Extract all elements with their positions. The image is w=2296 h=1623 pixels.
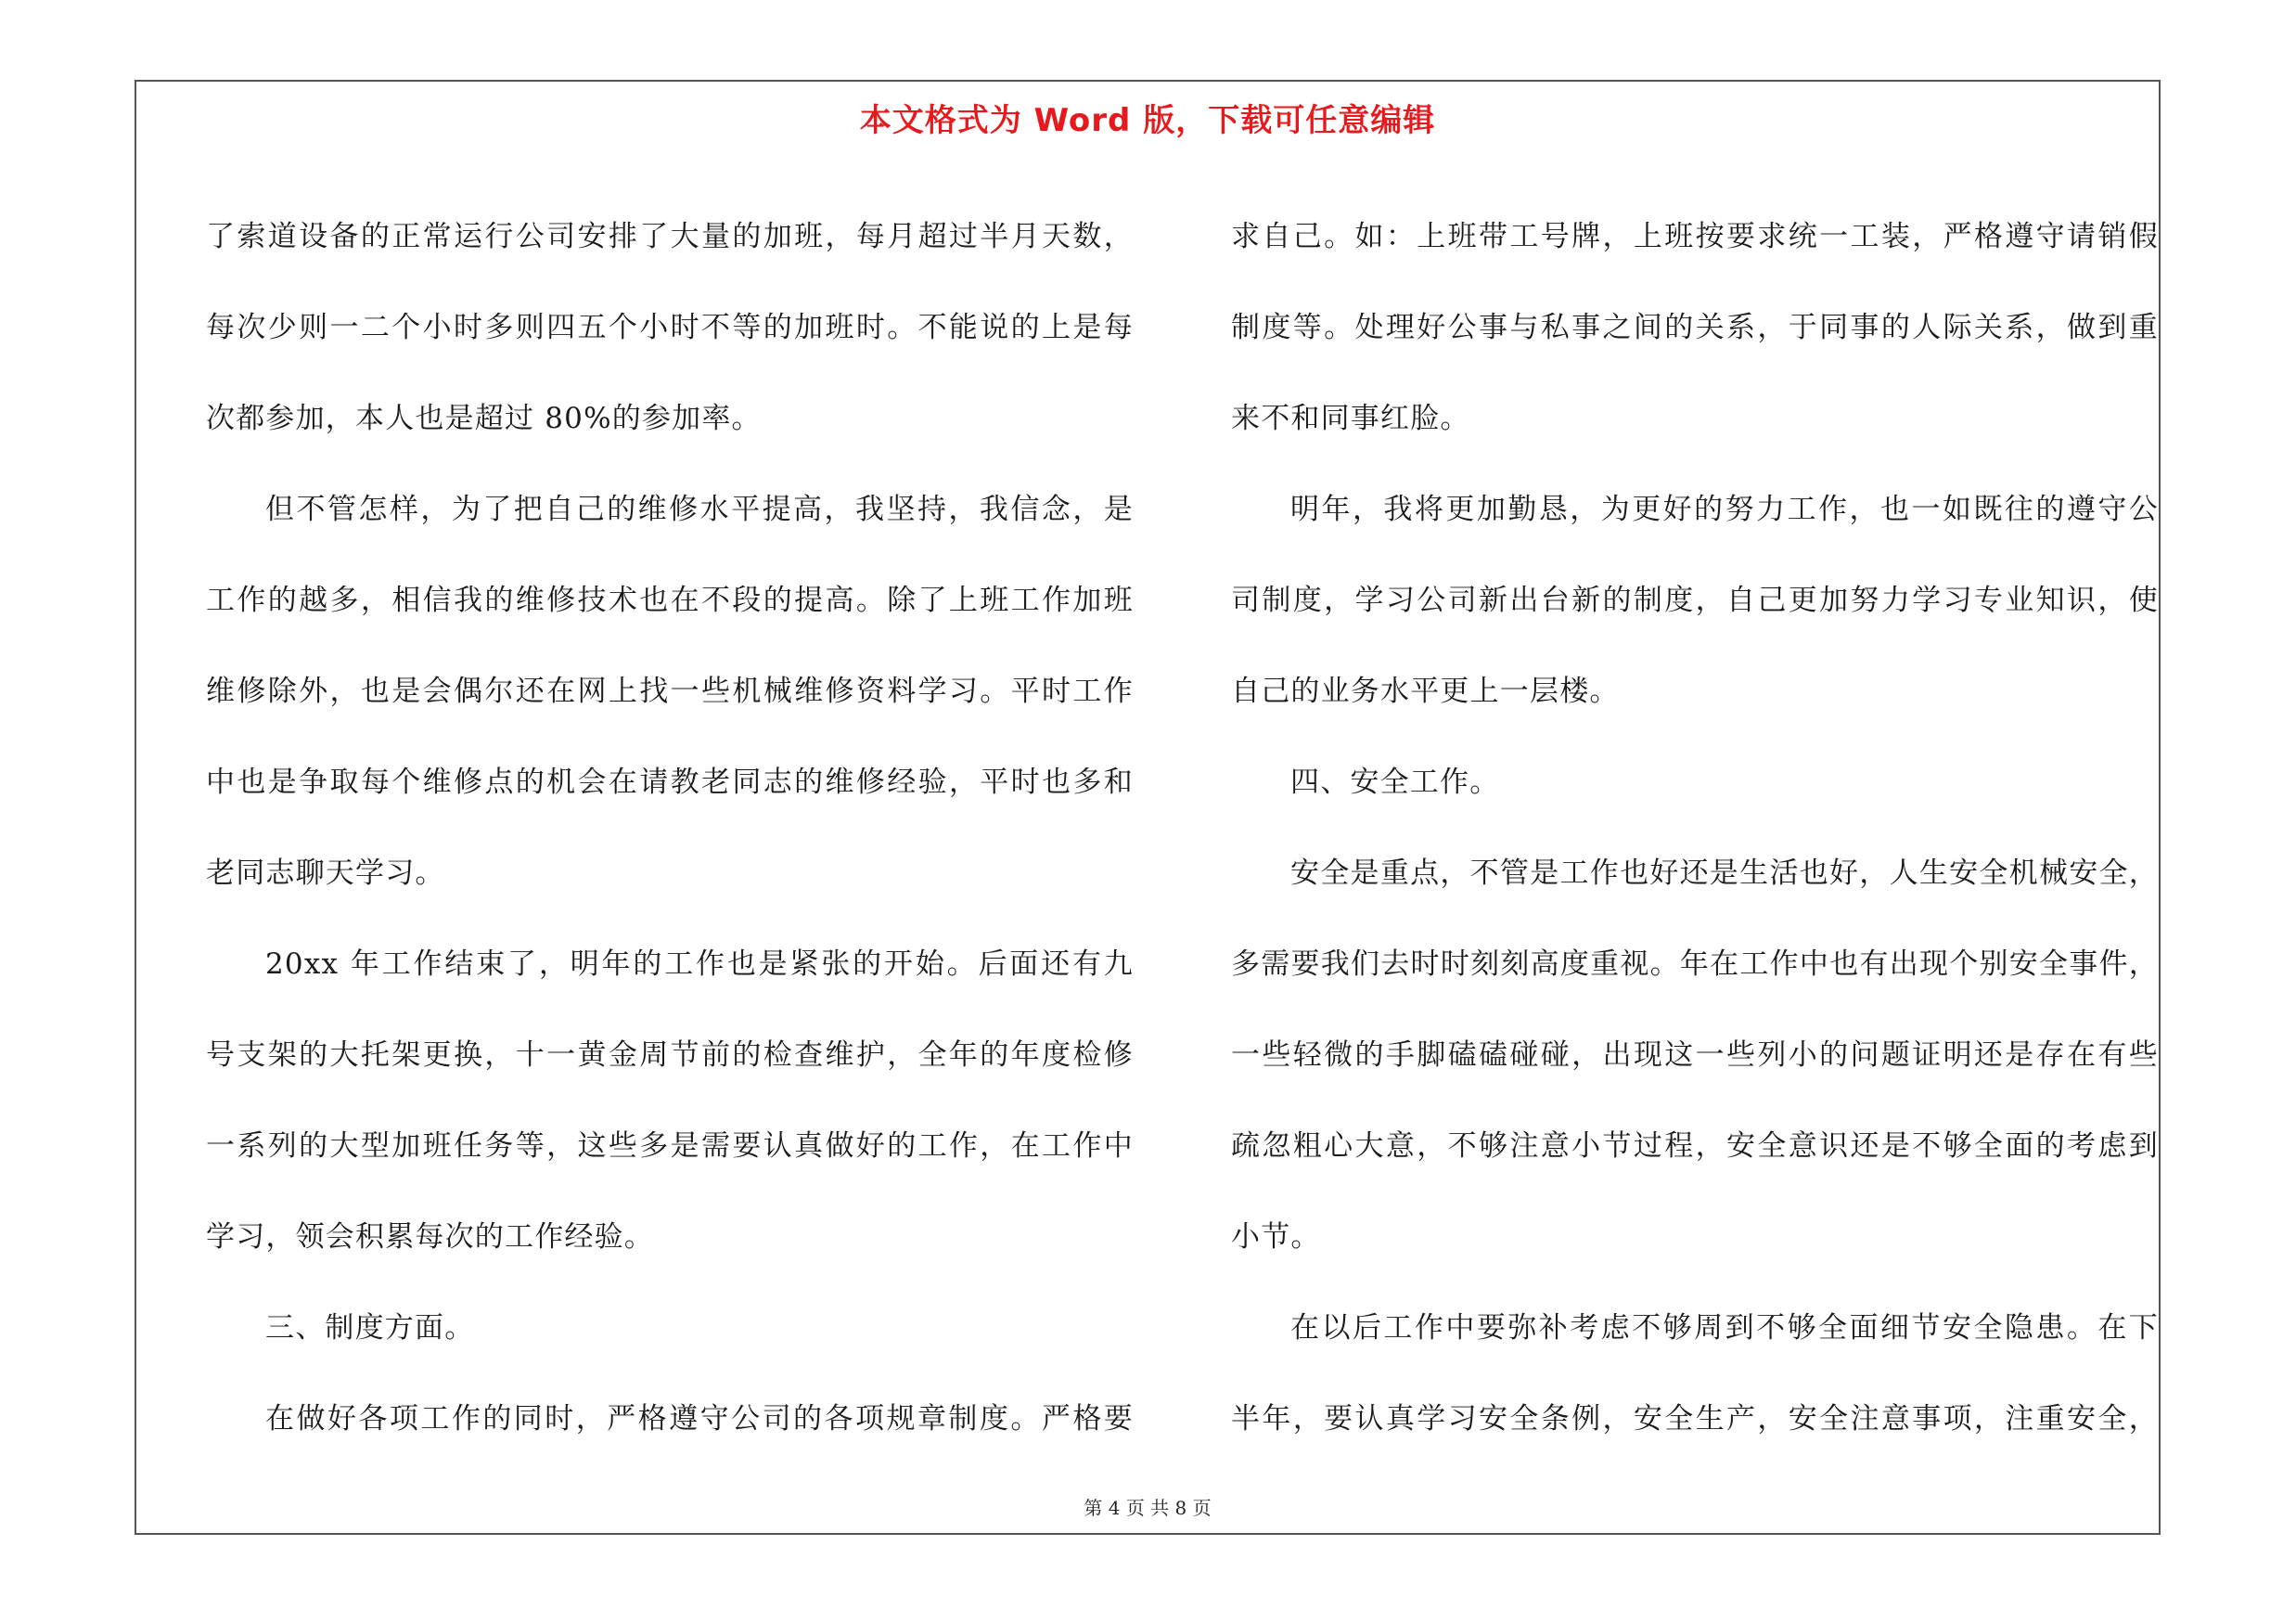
right-line-6: 自己的业务水平更上一层楼。 [1231, 675, 1620, 708]
right-line-13: 在以后工作中要弥补考虑不够周到不够全面细节安全隐患。在下 [1290, 1311, 2159, 1345]
header-banner: 本文格式为 Word 版，下载可任意编辑 [859, 102, 1436, 139]
right-line-4: 明年，我将更加勤恳，为更好的努力工作，也一如既往的遵守公 [1290, 493, 2159, 526]
page-number: 第 4 页 共 8 页 [1084, 1497, 1212, 1519]
left-line-2: 每次少则一二个小时多则四五个小时不等的加班时。不能说的上是每 [206, 311, 1134, 344]
right-line-5: 司制度，学习公司新出台新的制度，自己更加努力学习专业知识，使 [1231, 584, 2159, 617]
right-line-12: 小节。 [1231, 1220, 1321, 1254]
right-line-9: 多需要我们去时时刻刻高度重视。年在工作中也有出现个别安全事件， [1231, 947, 2159, 981]
left-line-6: 维修除外，也是会偶尔还在网上找一些机械维修资料学习。平时工作 [206, 675, 1134, 708]
right-line-2: 制度等。处理好公事与私事之间的关系，于同事的人际关系，做到重 [1231, 311, 2159, 344]
right-line-1: 求自己。如：上班带工号牌，上班按要求统一工装，严格遵守请销假 [1231, 220, 2159, 253]
left-line-8: 老同志聊天学习。 [206, 857, 445, 890]
left-line-12: 学习，领会积累每次的工作经验。 [206, 1220, 654, 1254]
left-line-5: 工作的越多，相信我的维修技术也在不段的提高。除了上班工作加班 [206, 584, 1134, 617]
right-column [1231, 191, 2159, 1464]
left-line-1: 了索道设备的正常运行公司安排了大量的加班，每月超过半月天数， [206, 220, 1134, 253]
left-line-11: 一系列的大型加班任务等，这些多是需要认真做好的工作，在工作中 [206, 1129, 1134, 1163]
right-line-10: 一些轻微的手脚磕磕碰碰，出现这一些列小的问题证明还是存在有些 [1231, 1038, 2159, 1072]
left-line-13: 三、制度方面。 [265, 1311, 475, 1345]
right-line-7: 四、安全工作。 [1290, 766, 1500, 799]
left-line-9: 20xx 年工作结束了，明年的工作也是紧张的开始。后面还有九 [265, 947, 1134, 981]
left-line-14: 在做好各项工作的同时，严格遵守公司的各项规章制度。严格要 [265, 1402, 1134, 1436]
right-line-11: 疏忽粗心大意，不够注意小节过程，安全意识还是不够全面的考虑到 [1231, 1129, 2159, 1163]
left-column [206, 191, 1134, 1464]
right-line-3: 来不和同事红脸。 [1231, 402, 1470, 435]
page-frame [135, 80, 2161, 1535]
right-line-14: 半年，要认真学习安全条例，安全生产，安全注意事项，注重安全， [1231, 1402, 2159, 1436]
left-line-7: 中也是争取每个维修点的机会在请教老同志的维修经验，平时也多和 [206, 766, 1134, 799]
left-line-10: 号支架的大托架更换，十一黄金周节前的检查维护，全年的年度检修 [206, 1038, 1134, 1072]
left-line-3: 次都参加，本人也是超过 80%的参加率。 [206, 402, 762, 435]
left-line-4: 但不管怎样，为了把自己的维修水平提高，我坚持，我信念，是 [265, 493, 1134, 526]
right-line-8: 安全是重点，不管是工作也好还是生活也好，人生安全机械安全， [1290, 857, 2159, 890]
